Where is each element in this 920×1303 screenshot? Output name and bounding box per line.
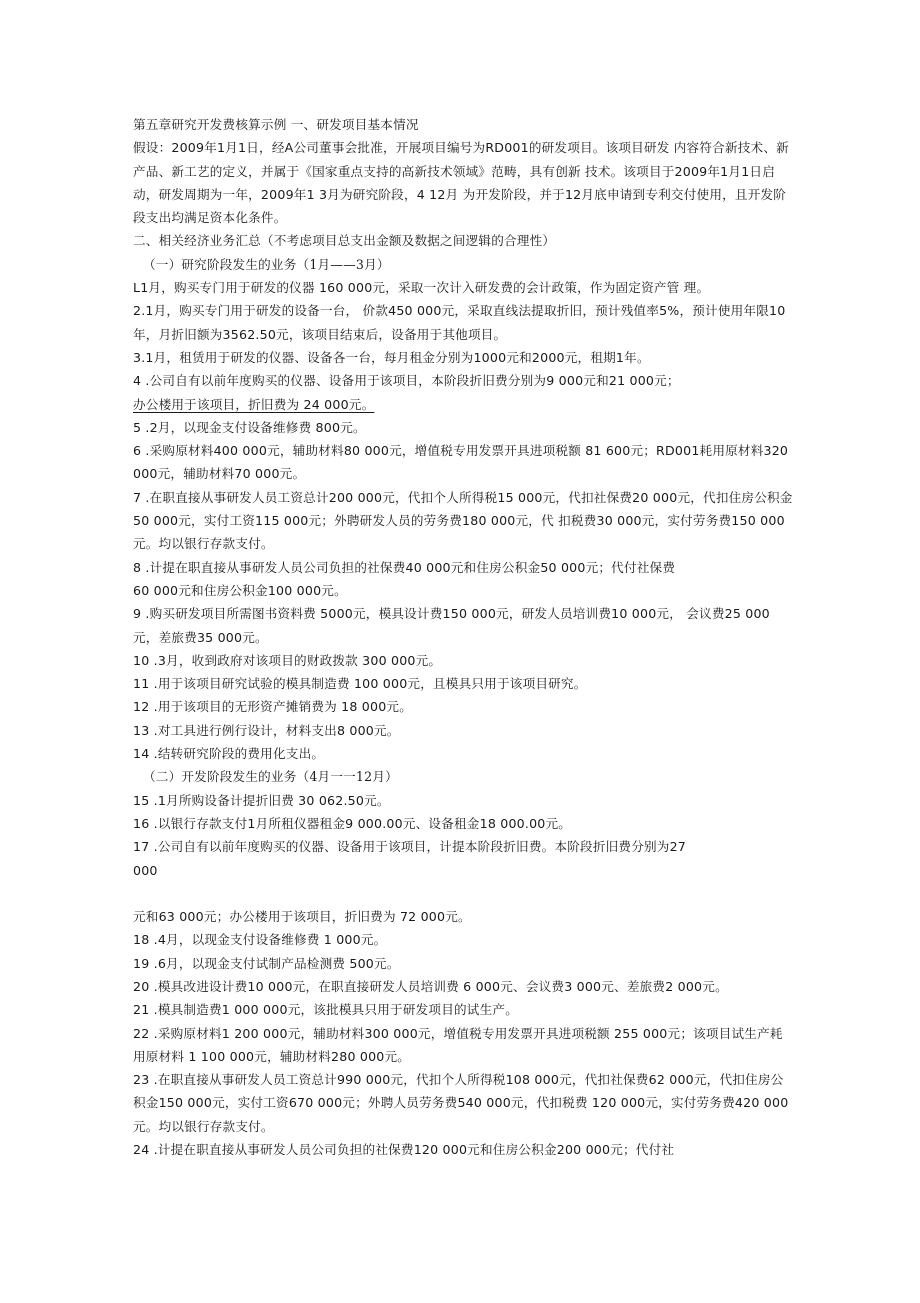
paragraph: 7 .在职直接从事研发人员工资总计200 000元，代扣个人所得税15 000元，代扣社保费20 000元，代扣住房公积金50 000元，实付工资115 000元；外聘研发人员的劳务费180 000元，代 扣税费30 000元，实付劳务费150 000元。均以银行存款支付。 [133,489,793,552]
document-body [133,113,793,1161]
paragraph: 000 [133,862,158,878]
paragraph [133,882,793,905]
paragraph: （一）研究阶段发生的业务（1月——3月） [143,256,390,272]
paragraph: 12 .用于该项目的无形资产摊销费为 18 000元。 [133,699,413,715]
paragraph: 13 .对工具进行例行设计，材料支出8 000元。 [133,722,400,738]
paragraph: 10 .3月，收到政府对该项目的财政拨款 300 000元。 [133,652,442,668]
paragraph: 14 .结转研究阶段的费用化支出。 [133,746,325,762]
paragraph: 16 .以银行存款支付1月所租仪器租金9 000.00元、设备租金18 000.00元。 [133,815,572,831]
paragraph: 9 .购买研发项目所需图书资料费 5000元，模具设计费150 000元，研发人员培训费10 000元， 会议费25 000元，差旅费35 000元。 [133,606,770,645]
paragraph: 24 .计提在职直接从事研发人员公司负担的社保费120 000元和住房公积金200 000元；代付社 [133,1142,675,1158]
paragraph: 18 .4月，以现金支付设备维修费 1 000元。 [133,932,387,948]
paragraph: 6 .采购原材料400 000元，辅助材料80 000元，增值税专用发票开具进项税额 81 600元；RD001耗用原材料320 000元，辅助材料70 000元。 [133,443,789,482]
paragraph: 19 .6月，以现金支付试制产品检测费 500元。 [133,955,400,971]
paragraph: 17 .公司自有以前年度购买的仪器、设备用于该项目，计提本阶段折旧费。本阶段折旧费分别为27 [133,839,687,855]
paragraph: （二）开发阶段发生的业务（4月一一12月） [143,769,398,785]
paragraph: 4 .公司自有以前年度购买的仪器、设备用于该项目，本阶段折旧费分别为9 000元和21 000元； [133,373,680,389]
paragraph: 元和63 000元；办公楼用于该项目，折旧费为 72 000元。 [133,909,471,925]
paragraph: 22 .采购原材料1 200 000元，辅助材料300 000元，增值税专用发票开具进项税额 255 000元；该项目试生产耗用原材料 1 100 000元，辅助材料280 000元。 [133,1025,783,1064]
paragraph: 21 .模具制造费1 000 000元，该批模具只用于研发项目的试生产。 [133,1002,518,1018]
paragraph: L1月，购买专门用于研发的仪器 160 000元，采取一次计入研发费的会计政策，作为固定资产管 理。 [133,280,710,296]
paragraph: 8 .计提在职直接从事研发人员公司负担的社保费40 000元和住房公积金50 000元；代付社保费 [133,559,676,575]
paragraph: 20 .模具改进设计费10 000元，在职直接研发人员培训费 6 000元、会议费3 000元、差旅费2 000元。 [133,978,728,994]
paragraph: 办公楼用于该项目，折旧费为 24 000元。 [133,396,375,412]
paragraph: 3.1月，租赁用于研发的仪器、设备各一台，每月租金分别为1000元和2000元，租期1年。 [133,349,650,365]
paragraph: 60 000元和住房公积金100 000元。 [133,582,347,598]
paragraph: 23 .在职直接从事研发人员工资总计990 000元，代扣个人所得税108 000元，代扣社保费62 000元，代扣住房公积金150 000元，实付工资670 000元；外聘人员劳务费540 000元，代扣税费 120 000元，实付劳务费420 000元。均以银行存款支付。 [133,1072,789,1134]
paragraph: 5 .2月，以现金支付设备维修费 800元。 [133,419,366,435]
paragraph: 11 .用于该项目研究试验的模具制造费 100 000元，且模具只用于该项目研究。 [133,676,587,692]
paragraph: 15 .1月所购设备计提折旧费 30 062.50元。 [133,792,390,808]
document-title: 第五章研究开发费核算示例 一、研发项目基本情况 [133,117,419,132]
paragraph: 二、相关经济业务汇总（不考虑项目总支出金额及数据之间逻辑的合理性） [133,233,556,249]
paragraph: 2.1月，购买专门用于研发的设备一台， 价款450 000元，采取直线法提取折旧，预计残值率5%，预计使用年限10年，月折旧额为3562.50元，该项目结束后，设备用于其他项目。 [133,303,786,342]
paragraph: 假设：2009年1月1日，经A公司董事会批准，开展项目编号为RD001的研发项目。该项目研发 内容符合新技术、新产品、新工艺的定义，并属于《国家重点支持的高新技术领域》范畴，具有创新 技术。该项目于2009年1月1日启动，研发周期为一年，2009年1 3月为研究阶段，4 12月 为开发阶段，并于12月底申请到专利交付使用，且开发阶段支出均满足资本化条件。 [133,140,789,226]
